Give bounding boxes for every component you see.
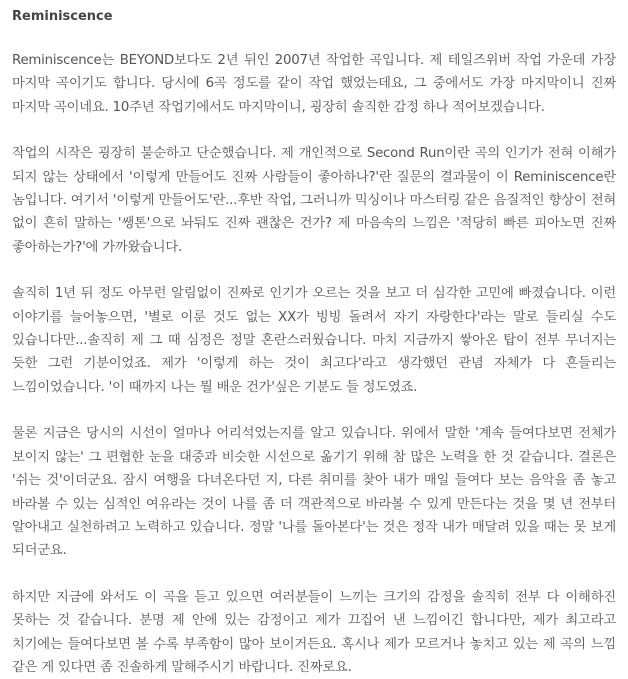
paragraph-2: 작업의 시작은 굉장히 불순하고 단순했습니다. 제 개인적으로 Second Run이란 곡의 인기가 전혀 이해가 되지 않는 상태에서 '이렇게 만들어도 진짜 사람들이 좋아하나?'란 질문의 결과물이 이 Reminiscence란 놈입니다. 여기서 '이렇게 만들어도'란...후반 작업, 그러니까 믹싱이나 마스터링 같은 음질적인 향상이 전혀 없이 흔히 말하는 '쌩톤'으로 놔둬도 진짜 괜찮은 건가? 제 마음속의 느낌은 '적당히 빠른 피아노면 진짜 좋아하는가?'에 가까왔습니다. — [12, 146, 616, 255]
paragraph-5: 하지만 지금에 와서도 이 곡을 듣고 있으면 여러분들이 느끼는 크기의 감정을 솔직히 전부 다 이해하진 못하는 것 같습니다. 분명 제 안에 있는 감정이고 제가 끄집어 낸 느낌이긴 합니다만, 제가 최고라고 치기에는 들여다보면 볼 수록 부족함이 많아 보이거든요. 혹시나 제가 모르거나 놓치고 있는 제 곡의 느낌 같은 게 있다면 좀 진솔하게 말해주시기 바랍니다. 진짜로요. — [12, 589, 616, 675]
paragraph-3: 솔직히 1년 뒤 정도 아무런 알림없이 진짜로 인기가 오르는 것을 보고 더 심각한 고민에 빠졌습니다. 이런 이야기를 늘어놓으면, '별로 이룬 것도 없는 XX가 빙빙 돌려서 자기 자랑한다'라는 말로 들리실 수도 있습니다만...솔직히 제 그 때 심정은 정말 혼란스러웠습니다. 마치 지금까지 쌓아온 탑이 전부 무너지는 듯한 그런 기분이었죠. 제가 '이렇게 하는 것이 최고다'라고 생각했던 관념 자체가 다 흔들리는 느낌이었습니다. '이 때까지 나는 뭘 배운 건가'싶은 기분도 들 정도였죠. — [12, 286, 616, 395]
paragraph-1: Reminiscence는 BEYOND보다도 2년 뒤인 2007년 작업한 곡입니다. 제 테일즈위버 작업 가운데 가장 마지막 곡이기도 합니다. 당시에 6곡 정도를 같이 작업 했었는데요, 그 중에서도 가장 마지막이니 진짜 마지막 곡이네요. 10주년 작업기에서도 마지막이니, 굉장히 솔직한 감정 하나 적어보겠습니다. — [12, 53, 616, 115]
paragraph-4: 물론 지금은 당시의 시선이 얼마나 어리석었는지를 알고 있습니다. 위에서 말한 '계속 들여다보면 전체가 보이지 않는' 그 편협한 눈을 대중과 비슷한 시선으로 옮기기 위해 참 많은 노력을 한 것 같습니다. 결론은 '쉬는 것'이더군요. 잠시 여행을 다녀온다던 지, 다른 취미를 찾아 내가 매일 들여다 보는 음악을 좀 놓고 바라볼 수 있는 심적인 여유라는 것이 나를 좀 더 객관적으로 바라볼 수 있게 만든다는 것을 몇 년 전부터 알아내고 실천하려고 노력하고 있습니다. 정말 '나를 돌아본다'는 것은 정작 내가 매달려 있을 때는 못 보게 되더군요. — [12, 426, 616, 559]
article-title: Reminiscence — [12, 9, 113, 24]
